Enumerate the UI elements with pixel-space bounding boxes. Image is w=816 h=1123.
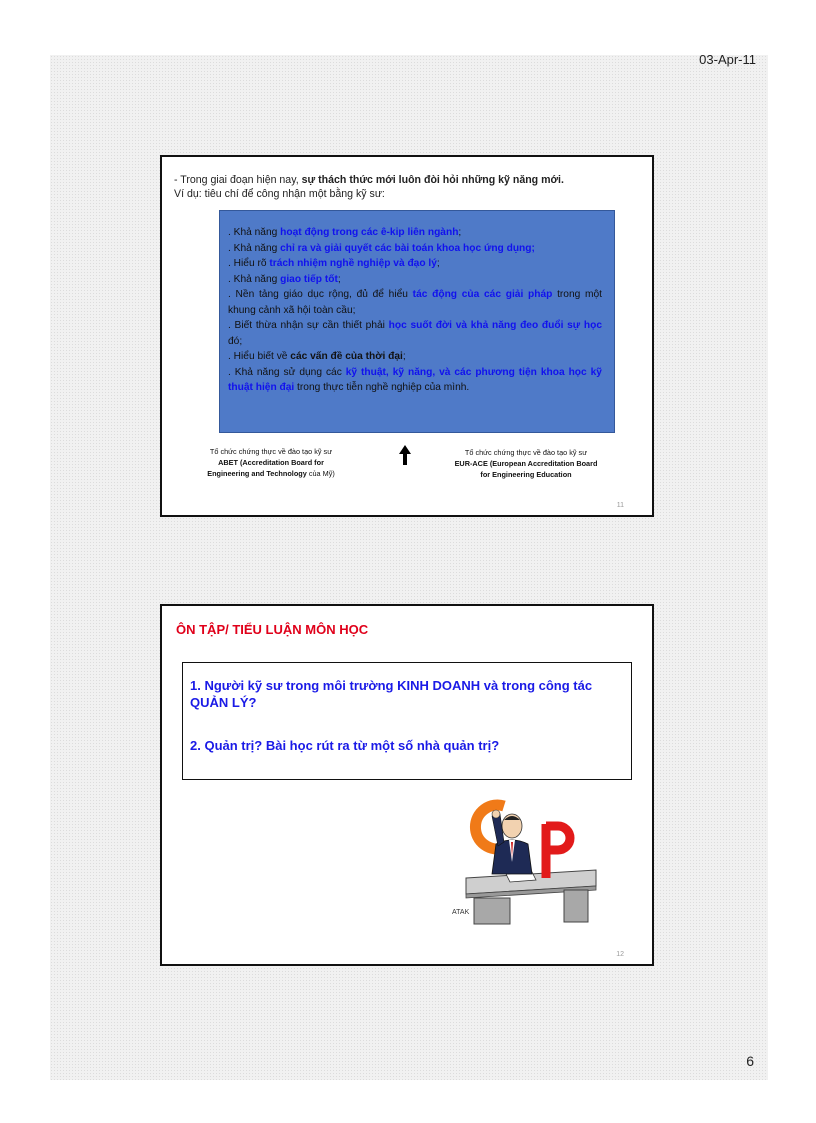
slide-12-title: ÔN TẬP/ TIỂU LUẬN MÔN HỌC [176,622,369,637]
criterion: . Nền tảng giáo dục rộng, đủ để hiểu tác động của các giải pháp trong một khung cảnh xã hội toàn cầu; [228,289,602,316]
caption-abet: Tổ chức chứng thực về đào tạo kỹ sư ABET (Accreditation Board for Engineering and Technology của Mỹ) [207,447,335,478]
intro-prefix: - Trong giai đoạn hiện nay, [174,174,299,186]
criterion: . Khả năng hoạt động trong các ê-kip liên ngành; [228,227,462,238]
criterion: . Hiểu rõ trách nhiệm nghề nghiệp và đạo lý; [228,258,440,269]
arrow-up-icon [398,444,412,466]
page-number: 6 [746,1053,754,1069]
criterion: . Khả năng giao tiếp tốt; [228,273,341,285]
intro-bold: sự thách thức mới luôn đòi hỏi những kỹ năng mới. [301,174,564,186]
intro-line2: Ví dụ: tiêu chí để công nhận một bằng kỹ sư: [174,188,385,200]
question-1: 1. Người kỹ sư trong môi trường KINH DOANH và trong công tác QUẢN LÝ? [190,678,593,710]
slide-number: 11 [616,502,624,509]
criterion: . Hiểu biết về các vấn đề của thời đại; [228,351,406,362]
svg-text:ATAK: ATAK [452,909,470,916]
questions-box [182,662,632,780]
slide-11 [160,155,654,517]
caption-eur-ace: Tổ chức chứng thực về đào tạo kỹ sư EUR-ACE (European Accreditation Board for Engineering Education [454,448,598,479]
criterion: . Khả năng sử dụng các kỹ thuật, kỹ năng, và các phương tiện khoa học kỹ thuật hiện đại trong thực tiễn nghề nghiệp của mình. [228,366,602,393]
slide-12 [160,604,654,966]
slide-11-intro [174,173,640,201]
criterion: . Biết thừa nhận sự cần thiết phải học suốt đời và khả năng đeo đuổi sự học đó; [228,320,603,347]
criterion: . Khả năng chỉ ra và giải quyết các bài toán khoa học ứng dụng; [228,242,535,254]
slide-number: 12 [616,951,624,958]
page-date: 03-Apr-11 [699,52,756,67]
criteria-box [219,210,615,433]
manager-cartoon-illustration [446,786,606,926]
question-2: 2. Quản trị? Bài học rút ra từ một số nhà quản trị? [190,738,500,753]
